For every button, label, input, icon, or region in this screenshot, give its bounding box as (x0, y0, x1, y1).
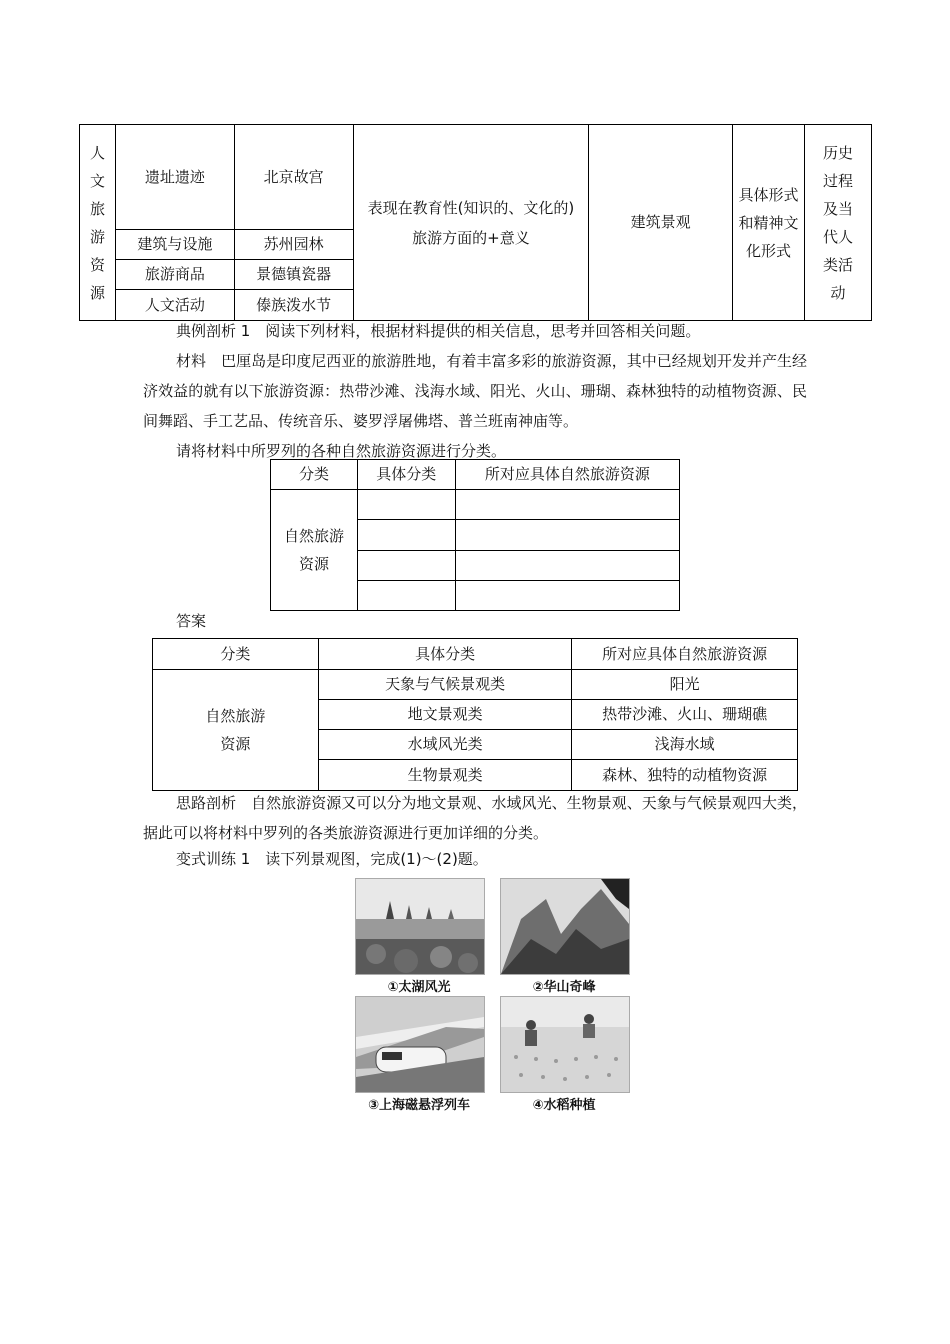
header-cell: 具体分类 (357, 460, 455, 490)
photo-caption: ④水稻种植 (532, 1098, 596, 1113)
type-cell: 天象与气候景观类 (318, 670, 572, 700)
type-cell: 生物景观类 (318, 760, 572, 791)
type-cell: 人文活动 (115, 290, 234, 321)
photo-caption: ③上海磁悬浮列车 (367, 1098, 470, 1113)
example-cell: 苏州园林 (234, 230, 353, 260)
form-cell: 具体形式和精神文化形式 (733, 125, 805, 321)
category-cell: 人文旅游资源 (80, 125, 116, 321)
humanities-resource-table (79, 124, 872, 321)
header-cell: 分类 (153, 639, 319, 670)
header-cell: 所对应具体自然旅游资源 (572, 639, 798, 670)
category-cell: 自然旅游资源 (271, 490, 358, 611)
question-text: 请将材料中所罗列的各种自然旅游资源进行分类。 (176, 442, 507, 460)
answer-table (152, 638, 798, 791)
header-cell: 具体分类 (318, 639, 572, 670)
blank-classification-table (270, 459, 680, 611)
type-cell: 地文景观类 (318, 700, 572, 730)
rice-photo (500, 996, 630, 1093)
example-cell: 北京故宫 (234, 125, 353, 230)
meaning-cell: 表现在教育性(知识的、文化的)旅游方面的+意义 (353, 125, 589, 321)
exercise-text: 变式训练 1 读下列景观图，完成(1)～(2)题。 (176, 850, 488, 868)
taihu-photo (355, 878, 485, 975)
header-cell: 分类 (271, 460, 358, 490)
example-cell: 傣族泼水节 (234, 290, 353, 321)
blank-cell[interactable] (455, 520, 679, 550)
huashan-photo (500, 878, 630, 975)
resource-cell: 阳光 (572, 670, 798, 700)
resource-cell: 浅海水域 (572, 730, 798, 760)
history-cell: 历史过程及当代人类活动 (805, 125, 872, 321)
example-cell: 景德镇瓷器 (234, 260, 353, 290)
maglev-photo (355, 996, 485, 1093)
blank-cell[interactable] (455, 550, 679, 580)
type-cell: 建筑与设施 (115, 230, 234, 260)
type-cell: 遗址遗迹 (115, 125, 234, 230)
landscape-cell: 建筑景观 (589, 125, 733, 321)
blank-cell[interactable] (455, 490, 679, 520)
category-cell: 自然旅游资源 (153, 670, 319, 791)
type-cell: 水域风光类 (318, 730, 572, 760)
blank-cell[interactable] (357, 550, 455, 580)
analysis-text: 思路剖析 自然旅游资源又可以分为地文景观、水域风光、生物景观、天象与气候景观四大类，据此可以将材料中罗列的各类旅游资源进行更加详细的分类。 (143, 794, 807, 842)
blank-cell[interactable] (357, 490, 455, 520)
blank-cell[interactable] (357, 520, 455, 550)
header-cell: 所对应具体自然旅游资源 (455, 460, 679, 490)
type-cell: 旅游商品 (115, 260, 234, 290)
material-text: 材料 巴厘岛是印度尼西亚的旅游胜地，有着丰富多彩的旅游资源，其中已经规划开发并产生经济效益的就有以下旅游资源：热带沙滩、浅海水域、阳光、火山、珊瑚、森林独特的动植物资源、民间舞蹈、手工艺品、传统音乐、婆罗浮屠佛塔、普兰班南神庙等。 (143, 352, 807, 430)
answer-label: 答案 (176, 612, 207, 630)
photo-caption: ①太湖风光 (387, 980, 451, 995)
photo-caption: ②华山奇峰 (532, 980, 596, 995)
example-intro: 典例剖析 1 阅读下列材料，根据材料提供的相关信息，思考并回答相关问题。 (176, 322, 701, 340)
resource-cell: 热带沙滩、火山、珊瑚礁 (572, 700, 798, 730)
resource-cell: 森林、独特的动植物资源 (572, 760, 798, 791)
